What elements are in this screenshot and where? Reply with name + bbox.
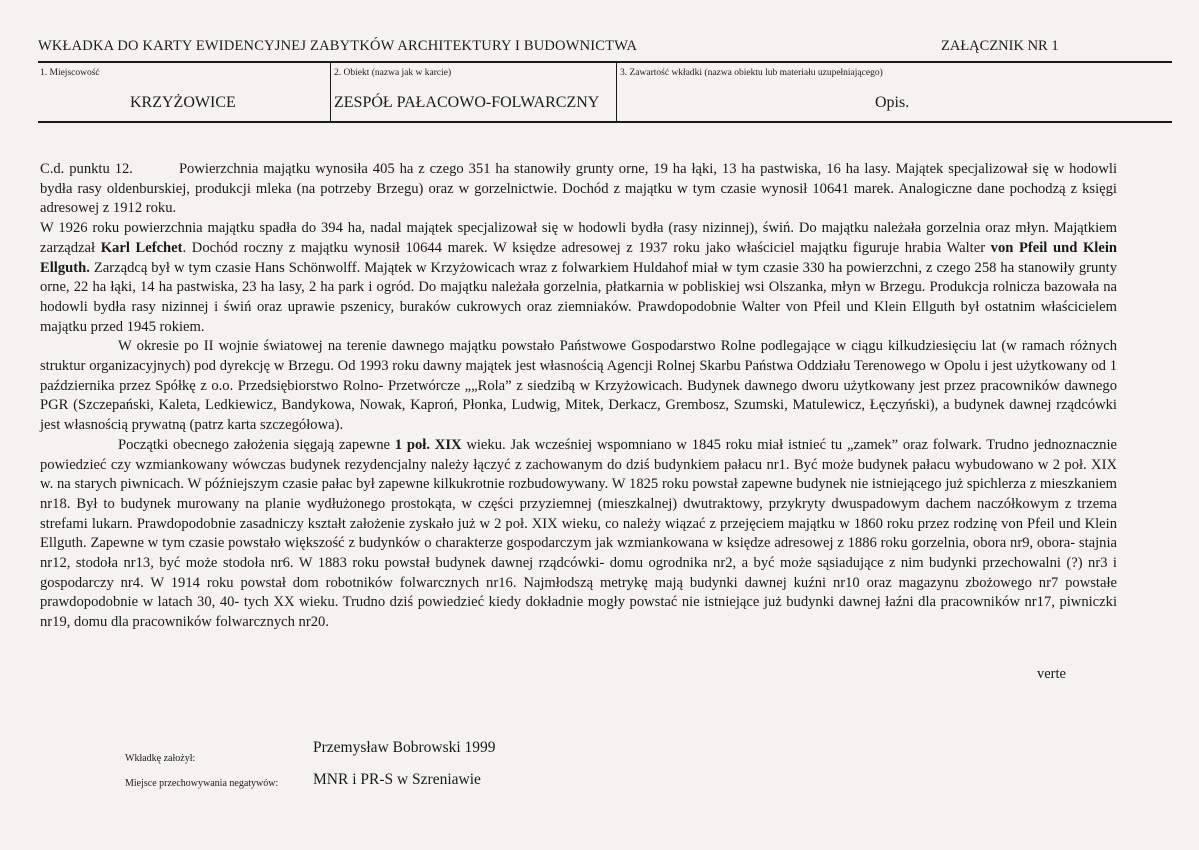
manager-name: Karl Lefchet — [100, 239, 183, 256]
paragraph-2 — [40, 219, 1117, 337]
object-value: ZESPÓŁ PAŁACOWO-FOLWARCZNY — [334, 94, 600, 111]
locality-label: 1. Miejscowość — [40, 68, 100, 78]
paragraph-1-lead: C.d. punktu 12. — [40, 161, 133, 177]
locality-value: KRZYŻOWICE — [130, 94, 236, 111]
verte-note: verte — [1037, 666, 1066, 682]
column-divider-1 — [330, 63, 331, 121]
content-label: 3. Zawartość wkładki (nazwa obiektu lub materiału uzupełniającego) — [620, 68, 883, 78]
prepared-by-value: Przemysław Bobrowski 1999 — [313, 739, 496, 756]
paragraph-1 — [40, 160, 1117, 219]
description-text — [40, 160, 1117, 633]
paragraph-4 — [40, 436, 1117, 633]
form-title: WKŁADKA DO KARTY EWIDENCYJNEJ ZABYTKÓW ARCHITEKTURY I BUDOWNICTWA — [38, 38, 638, 54]
paragraph-2-text-a: W 1926 roku powierzchnia majątku spadła do 394 ha, nadal majątek specjalizował się w hodowli bydła (rasy nizinnej), świń. Do majątku należała gorzelnia oraz młyn. Majątkiem zarządzał — [40, 220, 1117, 256]
paragraph-1-text: Powierzchnia majątku wynosiła 405 ha z czego 351 ha stanowiły grunty orne, 19 ha łąki, 13 ha pastwiska, 16 ha lasy. Majątek specjalizował się w hodowli bydła rasy oldenburskiej, produkcji mleka (na potrzeby Brzegu) oraz w gorzelnictwie. Dochód z majątku w tym czasie wynosił 10641 marek. Analogiczne dane pochodzą z księgi adresowej z 1912 roku. — [40, 161, 1117, 217]
object-label: 2. Obiekt (nazwa jak w karcie) — [334, 68, 452, 78]
paragraph-4-text-a: Początki obecnego założenia sięgają zapewne — [118, 436, 395, 453]
paragraph-3: W okresie po II wojnie światowej na terenie dawnego majątku powstało Państwowe Gospodarstwo Rolne podlegające w ciągu kilkudziesięciu lat (w ramach różnych struktur organizacyjnych) pod dyrekcję w Brzegu. Od 1993 roku dawny majątek jest własnością Agencji Rolnej Skarbu Państwa Oddziału Terenowego w Opolu i jest użytkowany od 1 października przez Spółkę z o.o. Przedsiębiorstwo Rolno- Przetwórcze „„Rola” z siedzibą w Krzyżowicach. Budynek dawnego dworu użytkowany jest przez pracowników dawnego PGR (Szczepański, Kaleta, Ledkiewicz, Bandykowa, Nowak, Kaproń, Płonka, Ludwig, Mitek, Derkacz, Grembosz, Szumski, Matulewicz, Łęczyński), a budynek dawnej rządcówki jest własnością prywatną (patrz karta szczegółowa). — [40, 338, 1117, 434]
paragraph-2-text-b: . Dochód roczny z majątku wynosił 10644 marek. W księdze adresowej z 1937 roku jako właściciel majątku figuruje hrabia Walter — [182, 239, 991, 256]
paragraph-2-text-c: Zarządcą był w tym czasie Hans Schönwolff. Majątek w Krzyżowicach wraz z folwarkiem Huldahof miał w tym czasie 330 ha powierzchni, z czego 258 ha stanowiły grunty orne, 22 ha łąki, 14 ha pastwiska, 23 ha lasy, 2 ha park i ogród. Do majątku należała gorzelnia, płatkarnia w pobliskiej wsi Olszanka, młyn w Brzegu. Produkcja rolnicza bazowała na hodowli bydła rasy nizinnej i świń oraz uprawie pszenicy, buraków cukrowych oraz ziemniaków. Prawdopodobnie Walter von Pfeil und Klein Ellguth był ostatnim właścicielem majątku przed 1945 rokiem. — [40, 259, 1117, 335]
content-value: Opis. — [875, 94, 910, 111]
prepared-by-label: Wkładkę założył: — [125, 753, 196, 764]
paragraph-4-text-b: wieku. Jak wcześniej wspomniano w 1845 roku miał istnieć tu „zamek” oraz folwark. Trudno jednoznacznie powiedzieć czy wzmiankowany wówczas budynek rezydencjalny należy łączyć z zachowanym do dziś budynkiem pałacu nr1. Być może budynek pałacu wybudowano w 2 poł. XIX w. na starych piwnicach. W późniejszym czasie pałac był zapewne kilkukrotnie rozbudowywany. W 1825 roku powstał zapewne budynek nie istniejącego już spichlerza z mieszkaniem nr18. Był to budynek murowany na planie wydłużonego prostokąta, w części przyziemnej (mieszkalnej) dwutraktowy, przykryty dwuspadowym dachem naczółkowym z trzema strefami lukarn. Prawdopodobnie zasadniczy kształt założenie zyskało już w 2 poł. XIX wieku, co należy wiązać z przejęciem majątku w 1860 roku przez rodzinę von Pfeil und Klein Ellguth. Zapewne w tym czasie powstało większość z budynków o charakterze gospodarczym jak wzmiankowana w księdze adresowej z 1886 roku gorzelnia, obora nr9, obora- stajnia nr12, stodoła nr13, być może stodoła nr6. W 1883 roku powstał budynek dawnej rządcówki- domu ogrodnika nr2, a być może sąsiadujące z nim budynki przechowalni (?) nr3 i gospodarczy nr4. W 1914 roku powstał dom robotników folwarcznych nr16. Najmłodszą metrykę mają budynki dawnej kuźni nr10 oraz magazynu zbożowego nr7 powstałe prawdopodobnie w latach 30, 40- tych XX wieku. Trudno dziś powiedzieć kiedy dokładnie mogły powstać nie istniejące już budynki dawnej łaźni dla pracowników nr17, piwniczki nr19, domu dla pracowników folwarcznych nr20. — [40, 436, 1117, 631]
owner-name: von Pfeil und Klein Ellguth. — [40, 239, 1117, 276]
storage-value: MNR i PR-S w Szreniawie — [313, 771, 481, 788]
annex-number: ZAŁĄCZNIK NR 1 — [941, 38, 1059, 54]
column-divider-2 — [616, 63, 617, 121]
header-rule-top — [38, 61, 1172, 63]
century-highlight: 1 poł. XIX — [394, 436, 462, 453]
header-rule-bottom — [38, 121, 1172, 123]
storage-label: Miejsce przechowywania negatywów: — [125, 778, 279, 789]
